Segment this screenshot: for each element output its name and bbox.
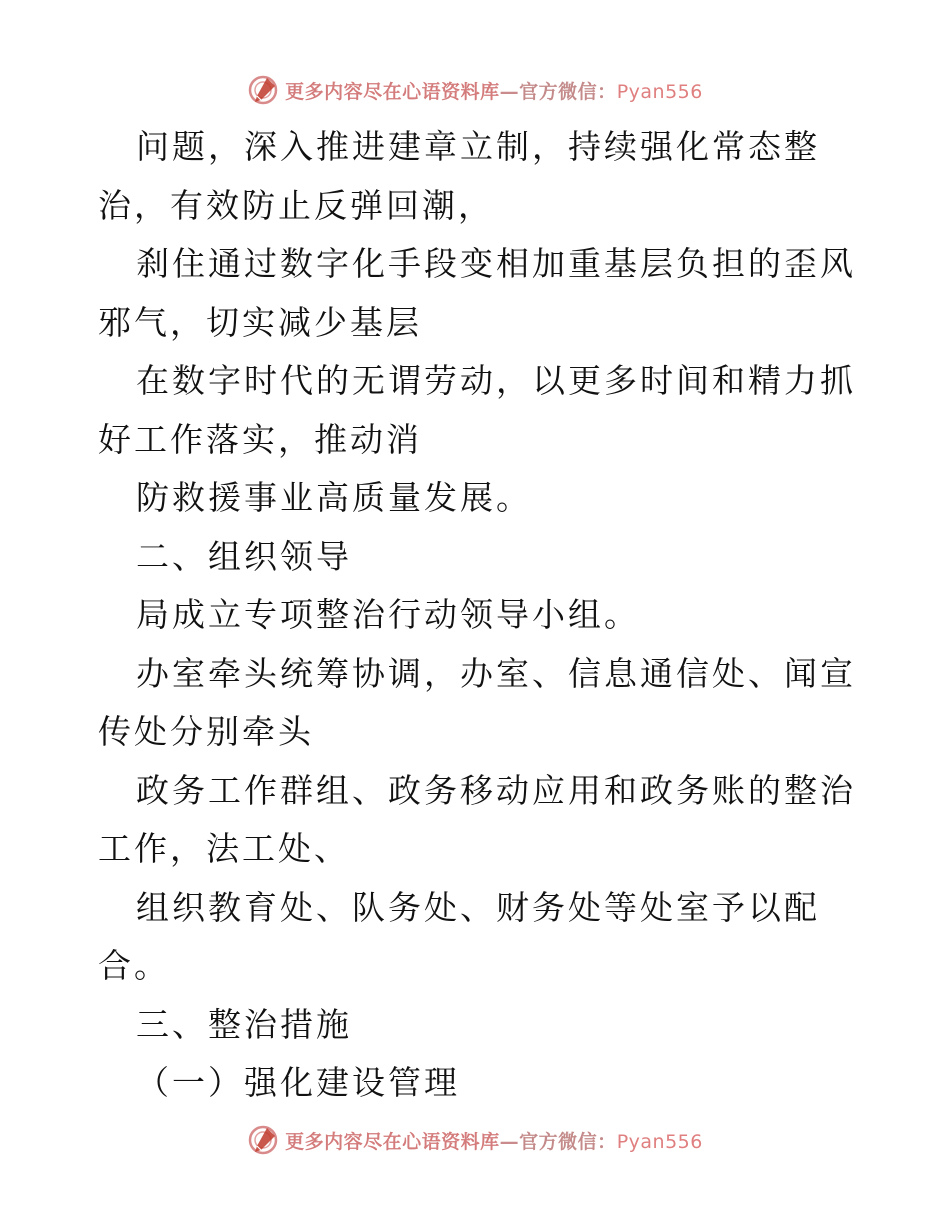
paragraph: 在数字时代的无谓劳动，以更多时间和精力抓好工作落实，推动消: [98, 361, 856, 459]
section-heading: 三、整治措施: [136, 1004, 352, 1044]
paragraph: 政务工作群组、政务移动应用和政务账的整治工作，法工处、: [98, 770, 856, 868]
pen-logo-icon: [247, 1124, 279, 1156]
watermark-brand: 更多内容尽在心语资料库: [285, 1130, 500, 1153]
watermark-banner-bottom: [0, 1120, 950, 1160]
paragraph: 组织教育处、队务处、财务处等处室予以配合。: [98, 887, 820, 985]
paragraph: 办室牵头统筹协调，办室、信息通信处、闻宣传处分别牵头: [98, 653, 856, 751]
pen-logo-icon: [247, 74, 279, 106]
paragraph: 局成立专项整治行动领导小组。: [136, 595, 640, 634]
paragraph: 问题，深入推进建章立制，持续强化常态整治，有效防止反弹回潮，: [98, 127, 820, 225]
subsection-heading: （一）强化建设管理: [136, 1063, 460, 1102]
document-body: [98, 118, 858, 1113]
watermark-text: [285, 1127, 703, 1154]
watermark-text: [285, 77, 703, 104]
paragraph: 刹住通过数字化手段变相加重基层负担的歪风邪气，切实减少基层: [98, 244, 856, 342]
watermark-banner-top: [0, 70, 950, 110]
watermark-separator: —: [499, 1130, 520, 1153]
watermark-account: Pyan556: [616, 1130, 703, 1153]
watermark-account: Pyan556: [616, 80, 703, 103]
paragraph: 防救援事业高质量发展。: [136, 478, 532, 517]
watermark-brand: 更多内容尽在心语资料库: [285, 80, 500, 103]
watermark-wechat-label: 官方微信：: [519, 80, 617, 103]
watermark-separator: —: [499, 80, 520, 103]
section-heading: 二、组织领导: [136, 536, 352, 576]
watermark-wechat-label: 官方微信：: [519, 1130, 617, 1153]
